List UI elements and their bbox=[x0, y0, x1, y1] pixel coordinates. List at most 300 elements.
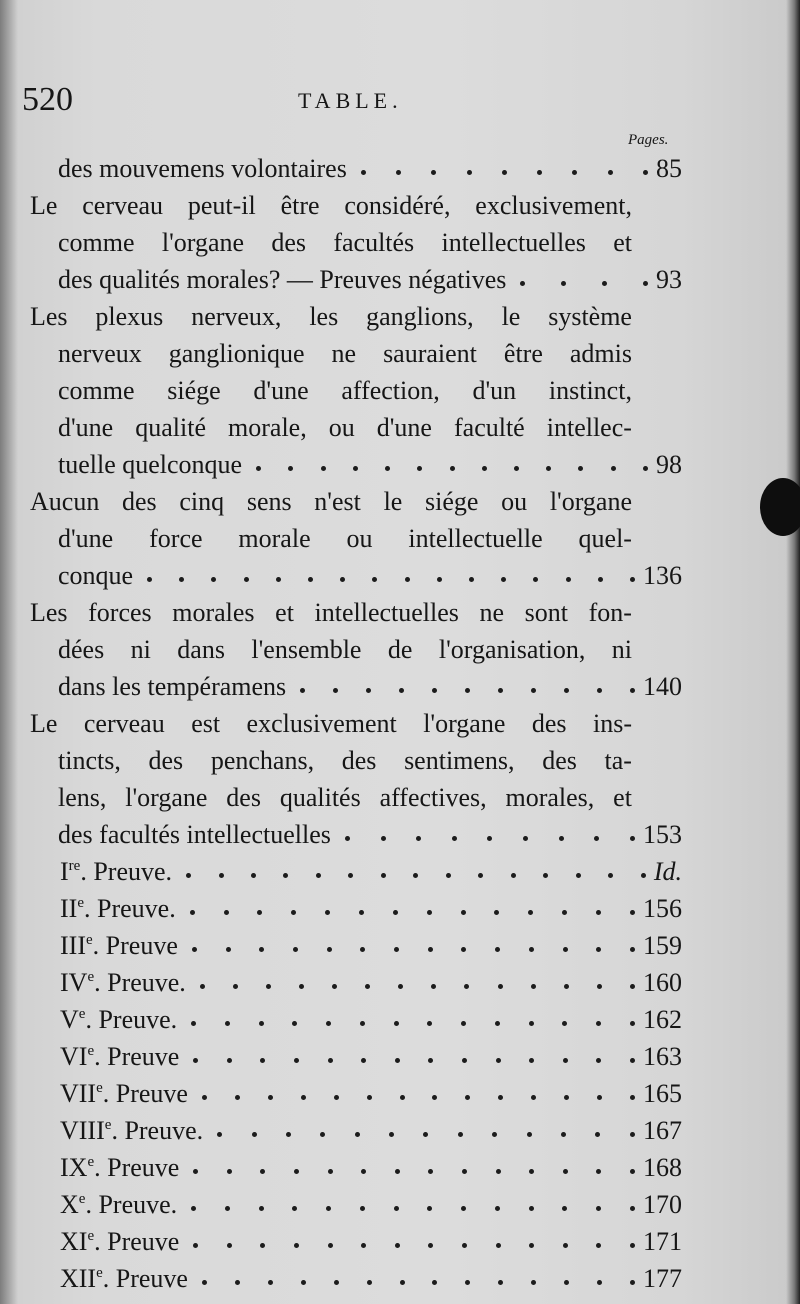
toc-line bbox=[0, 594, 800, 631]
leader-dot bbox=[405, 577, 410, 582]
toc-line-text: Le cerveau peut-il être considéré, exclusivement, bbox=[30, 191, 632, 220]
proof-label bbox=[60, 1260, 188, 1297]
leader-dot bbox=[345, 836, 350, 841]
proof-page-number: 171 bbox=[643, 1227, 682, 1256]
leader-dot bbox=[427, 1206, 432, 1211]
leader-dot bbox=[562, 910, 567, 915]
leader-dot bbox=[235, 1280, 240, 1285]
leader-dot bbox=[562, 1021, 567, 1026]
dot-leader bbox=[217, 1112, 635, 1149]
leader-dot bbox=[529, 947, 534, 952]
leader-dot bbox=[233, 984, 238, 989]
leader-dot bbox=[193, 1169, 198, 1174]
proof-page-number: 156 bbox=[643, 894, 682, 923]
dot-leader bbox=[202, 1075, 635, 1112]
leader-dot bbox=[596, 1206, 601, 1211]
proof-numeral: XII bbox=[60, 1264, 97, 1293]
proof-line bbox=[0, 964, 800, 1001]
leader-dot bbox=[465, 1095, 470, 1100]
leader-dot bbox=[367, 1095, 372, 1100]
dot-leader bbox=[186, 853, 646, 890]
leader-dot bbox=[353, 466, 358, 471]
dot-leader bbox=[361, 150, 648, 187]
leader-dot bbox=[452, 836, 457, 841]
proof-ordinal: e bbox=[87, 1154, 95, 1170]
leader-dot bbox=[191, 1021, 196, 1026]
table-of-contents bbox=[0, 150, 800, 1297]
leader-dot bbox=[564, 1280, 569, 1285]
leader-dot bbox=[498, 688, 503, 693]
running-title: TABLE. bbox=[298, 88, 403, 113]
proof-label bbox=[60, 1149, 179, 1186]
proof-numeral: II bbox=[60, 894, 78, 923]
leader-dot bbox=[461, 910, 466, 915]
leader-dot bbox=[292, 1206, 297, 1211]
leader-dot bbox=[325, 910, 330, 915]
leader-dot bbox=[630, 984, 635, 989]
leader-dot bbox=[359, 910, 364, 915]
leader-dot bbox=[523, 836, 528, 841]
proof-ordinal: e bbox=[78, 1006, 86, 1022]
leader-dot bbox=[501, 577, 506, 582]
proof-line bbox=[0, 1112, 800, 1149]
leader-dot bbox=[450, 466, 455, 471]
leader-dot bbox=[292, 1021, 297, 1026]
leader-dot bbox=[260, 1169, 265, 1174]
proof-numeral: I bbox=[60, 857, 69, 886]
leader-dot bbox=[394, 1021, 399, 1026]
proof-label bbox=[60, 964, 186, 1001]
proof-ordinal: e bbox=[104, 1117, 112, 1133]
leader-dot bbox=[630, 1132, 635, 1137]
leader-dot bbox=[328, 1169, 333, 1174]
toc-line-text: tincts, des penchans, des sentimens, des ta- bbox=[58, 746, 632, 775]
leader-dot bbox=[561, 1132, 566, 1137]
proof-text: . Preuve. bbox=[85, 1190, 178, 1219]
leader-dot bbox=[413, 873, 418, 878]
leader-dot bbox=[563, 1058, 568, 1063]
proof-line bbox=[0, 927, 800, 964]
leader-dot bbox=[328, 1058, 333, 1063]
dot-leader bbox=[193, 1223, 635, 1260]
leader-dot bbox=[630, 577, 635, 582]
proof-label bbox=[60, 890, 176, 927]
leader-dot bbox=[389, 1132, 394, 1137]
leader-dot bbox=[431, 984, 436, 989]
dot-leader bbox=[520, 261, 648, 298]
dot-leader bbox=[193, 1149, 635, 1186]
leader-dot bbox=[572, 170, 577, 175]
leader-dot bbox=[597, 688, 602, 693]
leader-dot bbox=[595, 1132, 600, 1137]
proof-label bbox=[60, 1186, 177, 1223]
leader-dot bbox=[327, 947, 332, 952]
leader-dot bbox=[462, 1169, 467, 1174]
leader-dot bbox=[643, 170, 648, 175]
leader-dot bbox=[301, 1280, 306, 1285]
proof-label bbox=[60, 927, 178, 964]
leader-dot bbox=[300, 688, 305, 693]
proof-ordinal: e bbox=[87, 969, 95, 985]
leader-dot bbox=[321, 466, 326, 471]
leader-dot bbox=[596, 947, 601, 952]
leader-dot bbox=[527, 1132, 532, 1137]
toc-line bbox=[0, 557, 800, 594]
toc-line-text: des qualités morales? — Preuves négatives bbox=[58, 265, 507, 294]
leader-dot bbox=[563, 1169, 568, 1174]
leader-dot bbox=[564, 984, 569, 989]
leader-dot bbox=[428, 947, 433, 952]
leader-dot bbox=[268, 1095, 273, 1100]
toc-line bbox=[0, 150, 800, 187]
leader-dot bbox=[498, 1095, 503, 1100]
toc-page-number: 93 bbox=[656, 265, 682, 294]
leader-dot bbox=[478, 873, 483, 878]
leader-dot bbox=[520, 281, 525, 286]
leader-dot bbox=[596, 1169, 601, 1174]
toc-line bbox=[0, 261, 800, 298]
leader-dot bbox=[492, 1132, 497, 1137]
leader-dot bbox=[202, 1280, 207, 1285]
proof-text: . Preuve. bbox=[84, 894, 176, 923]
proof-label bbox=[60, 1001, 177, 1038]
leader-dot bbox=[458, 1132, 463, 1137]
leader-dot bbox=[360, 1021, 365, 1026]
leader-dot bbox=[308, 577, 313, 582]
leader-dot bbox=[395, 1169, 400, 1174]
leader-dot bbox=[533, 577, 538, 582]
leader-dot bbox=[597, 984, 602, 989]
leader-dot bbox=[630, 1021, 635, 1026]
leader-dot bbox=[562, 1206, 567, 1211]
leader-dot bbox=[225, 1206, 230, 1211]
leader-dot bbox=[186, 873, 191, 878]
toc-line bbox=[0, 483, 800, 520]
leader-dot bbox=[529, 1206, 534, 1211]
proof-text: . Preuve. bbox=[111, 1116, 204, 1145]
leader-dot bbox=[431, 170, 436, 175]
toc-line-text: lens, l'organe des qualités affectives, morales, et bbox=[58, 783, 632, 812]
leader-dot bbox=[416, 836, 421, 841]
leader-dot bbox=[630, 910, 635, 915]
toc-line bbox=[0, 742, 800, 779]
dot-leader bbox=[191, 1186, 635, 1223]
proof-line bbox=[0, 890, 800, 927]
leader-dot bbox=[630, 836, 635, 841]
leader-dot bbox=[192, 947, 197, 952]
toc-line-text: Le cerveau est exclusivement l'organe des ins- bbox=[30, 709, 632, 738]
leader-dot bbox=[417, 466, 422, 471]
toc-line-text: comme siége d'une affection, d'un instinct, bbox=[58, 376, 632, 405]
proof-numeral: VI bbox=[60, 1042, 88, 1071]
leader-dot bbox=[400, 1280, 405, 1285]
toc-page-number: 136 bbox=[643, 561, 682, 590]
leader-dot bbox=[193, 1243, 198, 1248]
leader-dot bbox=[630, 688, 635, 693]
leader-dot bbox=[608, 170, 613, 175]
leader-dot bbox=[333, 688, 338, 693]
leader-dot bbox=[531, 1280, 536, 1285]
toc-entry bbox=[0, 150, 800, 187]
toc-entry bbox=[0, 298, 800, 483]
leader-dot bbox=[461, 1021, 466, 1026]
leader-dot bbox=[432, 1280, 437, 1285]
dot-leader bbox=[190, 890, 635, 927]
dot-leader bbox=[345, 816, 635, 853]
leader-dot bbox=[502, 170, 507, 175]
leader-dot bbox=[465, 1280, 470, 1285]
proof-label bbox=[60, 1075, 188, 1112]
toc-line-text: conque bbox=[58, 561, 134, 590]
leader-dot bbox=[487, 836, 492, 841]
dot-leader bbox=[192, 927, 635, 964]
leader-dot bbox=[251, 873, 256, 878]
leader-dot bbox=[360, 1206, 365, 1211]
proof-page-number: 165 bbox=[643, 1079, 682, 1108]
leader-dot bbox=[227, 1243, 232, 1248]
leader-dot bbox=[398, 984, 403, 989]
leader-dot bbox=[355, 1132, 360, 1137]
proof-page-number: 163 bbox=[643, 1042, 682, 1071]
leader-dot bbox=[559, 836, 564, 841]
leader-dot bbox=[202, 1095, 207, 1100]
leader-dot bbox=[179, 577, 184, 582]
leader-dot bbox=[630, 1243, 635, 1248]
leader-dot bbox=[528, 910, 533, 915]
leader-dot bbox=[286, 1132, 291, 1137]
leader-dot bbox=[496, 1169, 501, 1174]
proof-page-number: Id. bbox=[653, 857, 682, 886]
leader-dot bbox=[598, 577, 603, 582]
leader-dot bbox=[543, 873, 548, 878]
leader-dot bbox=[495, 1206, 500, 1211]
leader-dot bbox=[332, 984, 337, 989]
leader-dot bbox=[260, 1058, 265, 1063]
dot-leader bbox=[300, 668, 635, 705]
leader-dot bbox=[193, 1058, 198, 1063]
leader-dot bbox=[630, 1058, 635, 1063]
toc-line bbox=[0, 816, 800, 853]
proof-text: . Preuve. bbox=[85, 1005, 178, 1034]
leader-dot bbox=[293, 947, 298, 952]
leader-dot bbox=[496, 1058, 501, 1063]
leader-dot bbox=[496, 1243, 501, 1248]
leader-dot bbox=[427, 1021, 432, 1026]
leader-dot bbox=[529, 1058, 534, 1063]
leader-dot bbox=[217, 1132, 222, 1137]
proof-numeral: IV bbox=[60, 968, 88, 997]
leader-dot bbox=[395, 1058, 400, 1063]
leader-dot bbox=[461, 1206, 466, 1211]
leader-dot bbox=[326, 1206, 331, 1211]
leader-dot bbox=[244, 577, 249, 582]
proof-page-number: 168 bbox=[643, 1153, 682, 1182]
toc-line bbox=[0, 520, 800, 557]
leader-dot bbox=[537, 170, 542, 175]
leader-dot bbox=[495, 1021, 500, 1026]
leader-dot bbox=[462, 1243, 467, 1248]
leader-dot bbox=[334, 1095, 339, 1100]
proof-ordinal: e bbox=[87, 1228, 95, 1244]
leader-dot bbox=[467, 170, 472, 175]
leader-dot bbox=[630, 1280, 635, 1285]
proof-numeral: VIII bbox=[60, 1116, 105, 1145]
leader-dot bbox=[381, 836, 386, 841]
leader-dot bbox=[597, 1280, 602, 1285]
leader-dot bbox=[494, 910, 499, 915]
proof-label bbox=[60, 1223, 179, 1260]
proof-ordinal: e bbox=[85, 932, 93, 948]
leader-dot bbox=[643, 281, 648, 286]
leader-dot bbox=[191, 1206, 196, 1211]
leader-dot bbox=[437, 577, 442, 582]
leader-dot bbox=[596, 1058, 601, 1063]
toc-line-text: d'une force morale ou intellectuelle quel- bbox=[58, 524, 632, 553]
leader-dot bbox=[288, 466, 293, 471]
proof-page-number: 160 bbox=[643, 968, 682, 997]
leader-dot bbox=[529, 1021, 534, 1026]
leader-dot bbox=[630, 1206, 635, 1211]
proof-line bbox=[0, 1260, 800, 1297]
leader-dot bbox=[432, 1095, 437, 1100]
toc-entry bbox=[0, 483, 800, 594]
leader-dot bbox=[320, 1132, 325, 1137]
proof-line bbox=[0, 1038, 800, 1075]
leader-dot bbox=[399, 688, 404, 693]
leader-dot bbox=[365, 984, 370, 989]
leader-dot bbox=[423, 1132, 428, 1137]
proof-text: . Preuve bbox=[102, 1264, 188, 1293]
toc-entry bbox=[0, 594, 800, 705]
proof-line bbox=[0, 1075, 800, 1112]
proof-numeral: XI bbox=[60, 1227, 88, 1256]
leader-dot bbox=[381, 873, 386, 878]
page-header bbox=[0, 80, 800, 124]
proof-line bbox=[0, 853, 800, 890]
leader-dot bbox=[147, 577, 152, 582]
leader-dot bbox=[294, 1058, 299, 1063]
leader-dot bbox=[498, 1280, 503, 1285]
leader-dot bbox=[276, 577, 281, 582]
toc-line bbox=[0, 779, 800, 816]
leader-dot bbox=[427, 910, 432, 915]
proof-line bbox=[0, 1186, 800, 1223]
toc-page-number: 153 bbox=[643, 820, 682, 849]
pages-column-label: Pages. bbox=[628, 132, 669, 148]
leader-dot bbox=[328, 1243, 333, 1248]
dot-leader bbox=[256, 446, 648, 483]
leader-dot bbox=[301, 1095, 306, 1100]
leader-dot bbox=[252, 1132, 257, 1137]
leader-dot bbox=[316, 873, 321, 878]
proof-ordinal: e bbox=[96, 1080, 103, 1096]
leader-dot bbox=[597, 1095, 602, 1100]
leader-dot bbox=[334, 1280, 339, 1285]
proof-line bbox=[0, 1149, 800, 1186]
leader-dot bbox=[283, 873, 288, 878]
leader-dot bbox=[630, 947, 635, 952]
leader-dot bbox=[224, 910, 229, 915]
leader-dot bbox=[596, 910, 601, 915]
leader-dot bbox=[465, 688, 470, 693]
leader-dot bbox=[563, 1243, 568, 1248]
toc-line bbox=[0, 335, 800, 372]
proof-text: . Preuve. bbox=[94, 968, 186, 997]
toc-page-number: 98 bbox=[656, 450, 682, 479]
toc-line-text: comme l'organe des facultés intellectuelles et bbox=[58, 228, 632, 257]
leader-dot bbox=[372, 577, 377, 582]
leader-dot bbox=[190, 910, 195, 915]
leader-dot bbox=[464, 984, 469, 989]
leader-dot bbox=[514, 466, 519, 471]
leader-dot bbox=[225, 1021, 230, 1026]
leader-dot bbox=[400, 1095, 405, 1100]
leader-dot bbox=[428, 1169, 433, 1174]
leader-dot bbox=[299, 984, 304, 989]
proof-text: . Preuve. bbox=[80, 857, 173, 886]
proof-numeral: IX bbox=[60, 1153, 88, 1182]
leader-dot bbox=[482, 466, 487, 471]
proof-label bbox=[60, 1038, 179, 1075]
proof-text: . Preuve bbox=[102, 1079, 188, 1108]
leader-dot bbox=[260, 1243, 265, 1248]
leader-dot bbox=[602, 281, 607, 286]
leader-dot bbox=[294, 1169, 299, 1174]
proof-page-number: 170 bbox=[643, 1190, 682, 1219]
leader-dot bbox=[266, 984, 271, 989]
leader-dot bbox=[360, 947, 365, 952]
leader-dot bbox=[630, 1095, 635, 1100]
dot-leader bbox=[202, 1260, 635, 1297]
leader-dot bbox=[594, 836, 599, 841]
proof-numeral: X bbox=[60, 1190, 79, 1219]
leader-dot bbox=[259, 1021, 264, 1026]
toc-line-text: des facultés intellectuelles bbox=[58, 820, 331, 849]
leader-dot bbox=[461, 947, 466, 952]
toc-line bbox=[0, 298, 800, 335]
leader-dot bbox=[529, 1169, 534, 1174]
leader-dot bbox=[291, 910, 296, 915]
proof-ordinal: e bbox=[96, 1265, 103, 1281]
toc-line bbox=[0, 668, 800, 705]
leader-dot bbox=[643, 466, 648, 471]
leader-dot bbox=[326, 1021, 331, 1026]
proof-text: . Preuve bbox=[94, 1042, 180, 1071]
toc-line-text: dées ni dans l'ensemble de l'organisation, ni bbox=[58, 635, 632, 664]
leader-dot bbox=[396, 170, 401, 175]
toc-line bbox=[0, 409, 800, 446]
page-number: 520 bbox=[22, 81, 73, 118]
toc-line bbox=[0, 187, 800, 224]
leader-dot bbox=[546, 466, 551, 471]
leader-dot bbox=[576, 873, 581, 878]
leader-dot bbox=[563, 947, 568, 952]
leader-dot bbox=[566, 577, 571, 582]
toc-line-text: Aucun des cinq sens n'est le siége ou l'organe bbox=[30, 487, 632, 516]
toc-line-text: tuelle quelconque bbox=[58, 450, 243, 479]
toc-line bbox=[0, 446, 800, 483]
proof-line bbox=[0, 1223, 800, 1260]
leader-dot bbox=[259, 1206, 264, 1211]
dot-leader bbox=[193, 1038, 635, 1075]
leader-dot bbox=[394, 947, 399, 952]
proof-label bbox=[60, 1112, 203, 1149]
toc-line-text: Les plexus nerveux, les ganglions, le système bbox=[30, 302, 632, 331]
leader-dot bbox=[394, 1206, 399, 1211]
toc-line-text: d'une qualité morale, ou d'une faculté intellec- bbox=[58, 413, 632, 442]
leader-dot bbox=[348, 873, 353, 878]
leader-dot bbox=[561, 281, 566, 286]
